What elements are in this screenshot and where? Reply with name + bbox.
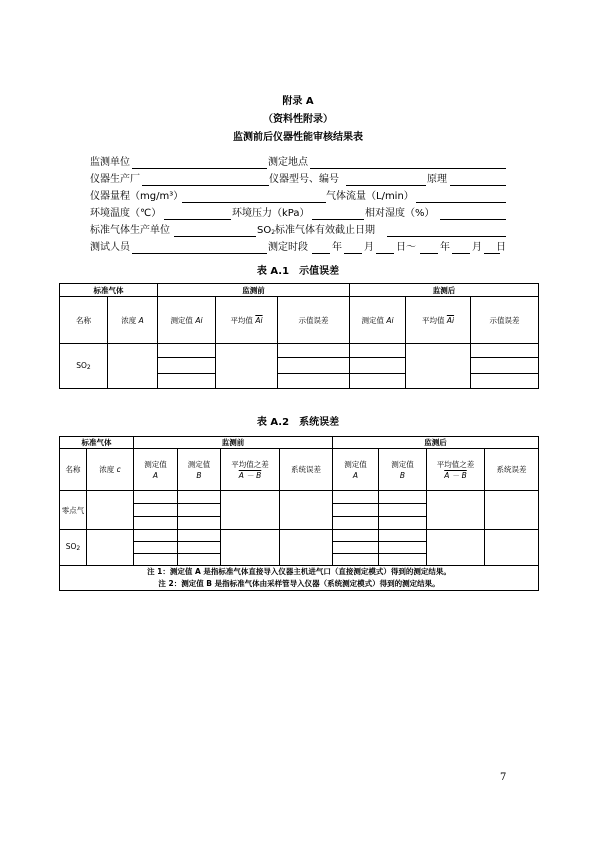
t1-std-gas-header: 标准气体 <box>60 284 158 297</box>
t2-measured-b-after-var: B <box>399 470 406 480</box>
t2-so2-b-after-r2[interactable] <box>379 542 427 554</box>
t1-measured-after-var: Ai <box>386 315 394 325</box>
t2-so2-avg-diff-after[interactable] <box>427 530 485 566</box>
t1-measured-before-r1[interactable] <box>158 344 216 358</box>
ambient-pressure-label: 环境压力（kPa） <box>232 208 310 219</box>
t2-sys-error-before-header: 系统误差 <box>280 449 333 491</box>
t1-error-before-header: 示值误差 <box>278 297 350 344</box>
std-gas-producer-label: 标准气体生产单位 <box>90 225 170 236</box>
t2-so2-a-before-r1[interactable] <box>134 530 178 542</box>
info-line-1 <box>90 156 506 170</box>
so2-expiry-sub: 2 <box>271 229 276 236</box>
t2-avg-diff-after-label: 平均值之差 <box>436 459 475 469</box>
t1-measured-before-var: Ai <box>195 315 203 325</box>
period-day2: 日 <box>496 242 506 253</box>
t1-measured-after-r1[interactable] <box>350 344 406 358</box>
period-year2: 年 <box>440 242 450 253</box>
humidity-label: 相对湿度（%） <box>365 208 435 219</box>
t2-avg-diff-before-header <box>221 449 280 491</box>
t2-zero-b-after-r2[interactable] <box>379 504 427 517</box>
t2-zero-avg-diff-before[interactable] <box>221 491 280 530</box>
t2-measured-a-after-label: 测定值 <box>344 459 367 469</box>
t1-measured-before-header <box>158 297 216 344</box>
t1-so2-conc[interactable] <box>108 344 158 389</box>
t2-so2-b-after-r1[interactable] <box>379 530 427 542</box>
std-gas-producer-blank[interactable] <box>174 236 256 237</box>
t2-zero-sys-error-before[interactable] <box>280 491 333 530</box>
t2-zero-b-after-r1[interactable] <box>379 491 427 504</box>
so2-expiry-blank[interactable] <box>387 236 506 237</box>
t2-so2-name <box>60 530 87 566</box>
tester-label: 测试人员 <box>90 242 130 253</box>
t1-measured-after-header <box>350 297 406 344</box>
page-number: 7 <box>500 772 507 783</box>
t2-measured-a-before-var: A <box>152 470 159 480</box>
period-year2-blank[interactable] <box>420 253 438 254</box>
t1-average-after[interactable] <box>406 344 471 389</box>
t2-so2-b-before-r3[interactable] <box>178 554 221 566</box>
t2-before-header: 监测前 <box>134 437 333 449</box>
period-month2: 月 <box>472 242 482 253</box>
period-year1-blank[interactable] <box>312 253 330 254</box>
t2-zero-avg-diff-after[interactable] <box>427 491 485 530</box>
t2-measured-b-before-header <box>178 449 221 491</box>
t2-so2-avg-diff-before[interactable] <box>221 530 280 566</box>
t2-so2-b-after-r3[interactable] <box>379 554 427 566</box>
t2-measured-b-after-header <box>379 449 427 491</box>
manufacturer-label: 仪器生产厂 <box>90 174 140 185</box>
t2-zero-a-before-r3[interactable] <box>134 517 178 530</box>
t1-error-after-r1[interactable] <box>471 344 539 358</box>
t1-measured-after-r2[interactable] <box>350 358 406 373</box>
period-month2-blank[interactable] <box>452 253 470 254</box>
t2-avg-diff-after-expr: A － B <box>444 470 467 480</box>
t2-so2-sub: 2 <box>76 545 81 552</box>
principle-blank[interactable] <box>450 185 506 186</box>
t2-so2-sys-error-before[interactable] <box>280 530 333 566</box>
t1-conc-var: A <box>138 315 144 325</box>
t1-measured-before-r2[interactable] <box>158 358 216 373</box>
t2-zero-a-before-r1[interactable] <box>134 491 178 504</box>
t2-zero-a-before-r2[interactable] <box>134 504 178 517</box>
t2-zero-b-before-r3[interactable] <box>178 517 221 530</box>
t1-average-after-header <box>406 297 471 344</box>
t2-measured-b-before-label: 测定值 <box>187 459 211 469</box>
t1-error-after-r3[interactable] <box>471 373 539 388</box>
t1-error-before-r2[interactable] <box>278 358 350 373</box>
t2-std-gas-header: 标准气体 <box>60 437 134 449</box>
t2-zero-a-after-r1[interactable] <box>333 491 379 504</box>
t1-measured-after-label: 测定值 <box>361 315 384 325</box>
principle-label: 原理 <box>427 174 447 185</box>
info-line-6 <box>90 241 506 255</box>
period-month1-blank[interactable] <box>344 253 362 254</box>
t1-error-before-r1[interactable] <box>278 344 350 358</box>
t1-measured-before-label: 测定值 <box>170 315 193 325</box>
period-day1: 日～ <box>396 242 416 253</box>
t1-conc-label: 浓度 <box>121 315 137 325</box>
t2-note-2: 注 2：测定值 B 是指标准气体由采样管导入仪器（系统测定模式）得到的测定结果。 <box>158 579 440 588</box>
table2 <box>59 436 539 591</box>
so2-expiry-label <box>257 224 375 240</box>
t2-so2-a-after-r3[interactable] <box>333 554 379 566</box>
t2-name-header: 名称 <box>60 449 87 491</box>
info-line-2 <box>90 173 506 187</box>
so2-expiry-prefix: SO <box>257 225 272 236</box>
table1-caption: 表 A.1 示值误差 <box>256 266 340 277</box>
t2-conc-header <box>87 449 134 491</box>
monitor-unit-blank[interactable] <box>132 168 267 169</box>
t1-so2-sub: 2 <box>86 363 91 371</box>
t2-so2-a-before-r3[interactable] <box>134 554 178 566</box>
t2-so2-b-before-r1[interactable] <box>178 530 221 542</box>
t2-so2-sys-error-after[interactable] <box>485 530 539 566</box>
t2-so2-conc[interactable] <box>87 530 134 566</box>
t2-zero-b-after-r3[interactable] <box>379 517 427 530</box>
t2-zero-a-after-r3[interactable] <box>333 517 379 530</box>
table1 <box>59 283 539 389</box>
t2-measured-a-before-header <box>134 449 178 491</box>
t2-so2-a-after-r1[interactable] <box>333 530 379 542</box>
t1-error-after-r2[interactable] <box>471 358 539 373</box>
info-line-4 <box>90 207 506 221</box>
t1-name-header: 名称 <box>60 297 108 344</box>
t1-average-before-label: 平均值 <box>230 315 253 325</box>
gas-flow-label: 气体流量（L/min） <box>326 191 414 202</box>
ambient-pressure-blank[interactable] <box>312 219 364 220</box>
t1-average-before[interactable] <box>216 344 278 389</box>
appendix-subtitle: （资料性附录） <box>263 114 333 125</box>
t2-conc-var: c <box>116 465 121 474</box>
period-label: 测定时段 <box>268 242 308 253</box>
t1-average-after-label: 平均值 <box>421 315 445 325</box>
t2-sys-error-after-header: 系统误差 <box>485 449 539 491</box>
ambient-temp-label: 环境温度（℃） <box>90 208 162 219</box>
t1-before-header: 监测前 <box>158 284 350 297</box>
t1-conc-header <box>108 297 158 344</box>
range-label: 仪器量程（mg/m³） <box>90 191 184 202</box>
model-number-blank[interactable] <box>346 185 426 186</box>
range-blank[interactable] <box>182 202 326 203</box>
t2-zero-sys-error-after[interactable] <box>485 491 539 530</box>
t2-after-header: 监测后 <box>333 437 539 449</box>
t2-measured-a-after-var: A <box>352 470 359 480</box>
t1-average-before-header <box>216 297 278 344</box>
so2-expiry-suffix: 标准气体有效截止日期 <box>275 225 376 236</box>
t1-average-before-var: $\overline{Ai}$ <box>255 315 263 325</box>
t2-avg-diff-before-label: 平均值之差 <box>231 459 269 469</box>
info-line-3 <box>90 190 506 204</box>
t1-error-before-r3[interactable] <box>278 373 350 388</box>
monitor-site-blank[interactable] <box>310 168 506 169</box>
appendix-title: 附录 A <box>282 96 314 107</box>
ambient-temp-blank[interactable] <box>164 219 231 220</box>
t2-notes <box>60 566 539 591</box>
t2-zero-b-before-r1[interactable] <box>178 491 221 504</box>
t2-so2-a-before-r2[interactable] <box>134 542 178 554</box>
period-month1: 月 <box>364 242 374 253</box>
t2-zero-conc[interactable] <box>87 491 134 530</box>
monitor-site-label: 测定地点 <box>268 157 308 168</box>
appendix-heading: 监测前后仪器性能审核结果表 <box>233 132 363 143</box>
period-day1-blank[interactable] <box>376 253 394 254</box>
gas-flow-blank[interactable] <box>416 202 506 203</box>
t2-note-1: 注 1：测定值 A 是指标准气体直接导入仪器主机进气口（直接测定模式）得到的测定结果。 <box>147 567 451 576</box>
t1-average-after-var: $\overline{Ai}$ <box>446 315 455 325</box>
period-year1: 年 <box>332 242 342 253</box>
t2-measured-a-after-header <box>333 449 379 491</box>
t1-error-after-header: 示值误差 <box>471 297 539 344</box>
table2-caption: 表 A.2 系统误差 <box>256 417 340 428</box>
t2-so2-b-before-r2[interactable] <box>178 542 221 554</box>
t2-measured-a-before-label: 测定值 <box>144 459 167 469</box>
humidity-blank[interactable] <box>440 219 506 220</box>
t1-measured-after-r3[interactable] <box>350 373 406 388</box>
tester-blank[interactable] <box>132 253 267 254</box>
t2-measured-b-after-label: 测定值 <box>391 459 414 469</box>
info-line-5 <box>90 224 506 238</box>
model-number-label: 仪器型号、编号 <box>269 174 339 185</box>
t1-after-header: 监测后 <box>350 284 539 297</box>
t2-so2-a-after-r2[interactable] <box>333 542 379 554</box>
t1-measured-before-r3[interactable] <box>158 373 216 388</box>
monitor-unit-label: 监测单位 <box>90 157 130 168</box>
t2-avg-diff-before-expr: A － B <box>238 470 262 480</box>
t2-zero-gas-name: 零点气 <box>60 491 87 530</box>
t2-measured-b-before-var: B <box>196 470 202 480</box>
t2-zero-b-before-r2[interactable] <box>178 504 221 517</box>
t2-so2-text: SO <box>65 542 77 551</box>
t1-so2-name <box>60 344 108 389</box>
t2-conc-label: 浓度 <box>99 465 115 474</box>
t2-zero-a-after-r2[interactable] <box>333 504 379 517</box>
t2-avg-diff-after-header <box>427 449 485 491</box>
manufacturer-blank[interactable] <box>142 185 269 186</box>
t1-so2-text: SO <box>76 360 87 370</box>
